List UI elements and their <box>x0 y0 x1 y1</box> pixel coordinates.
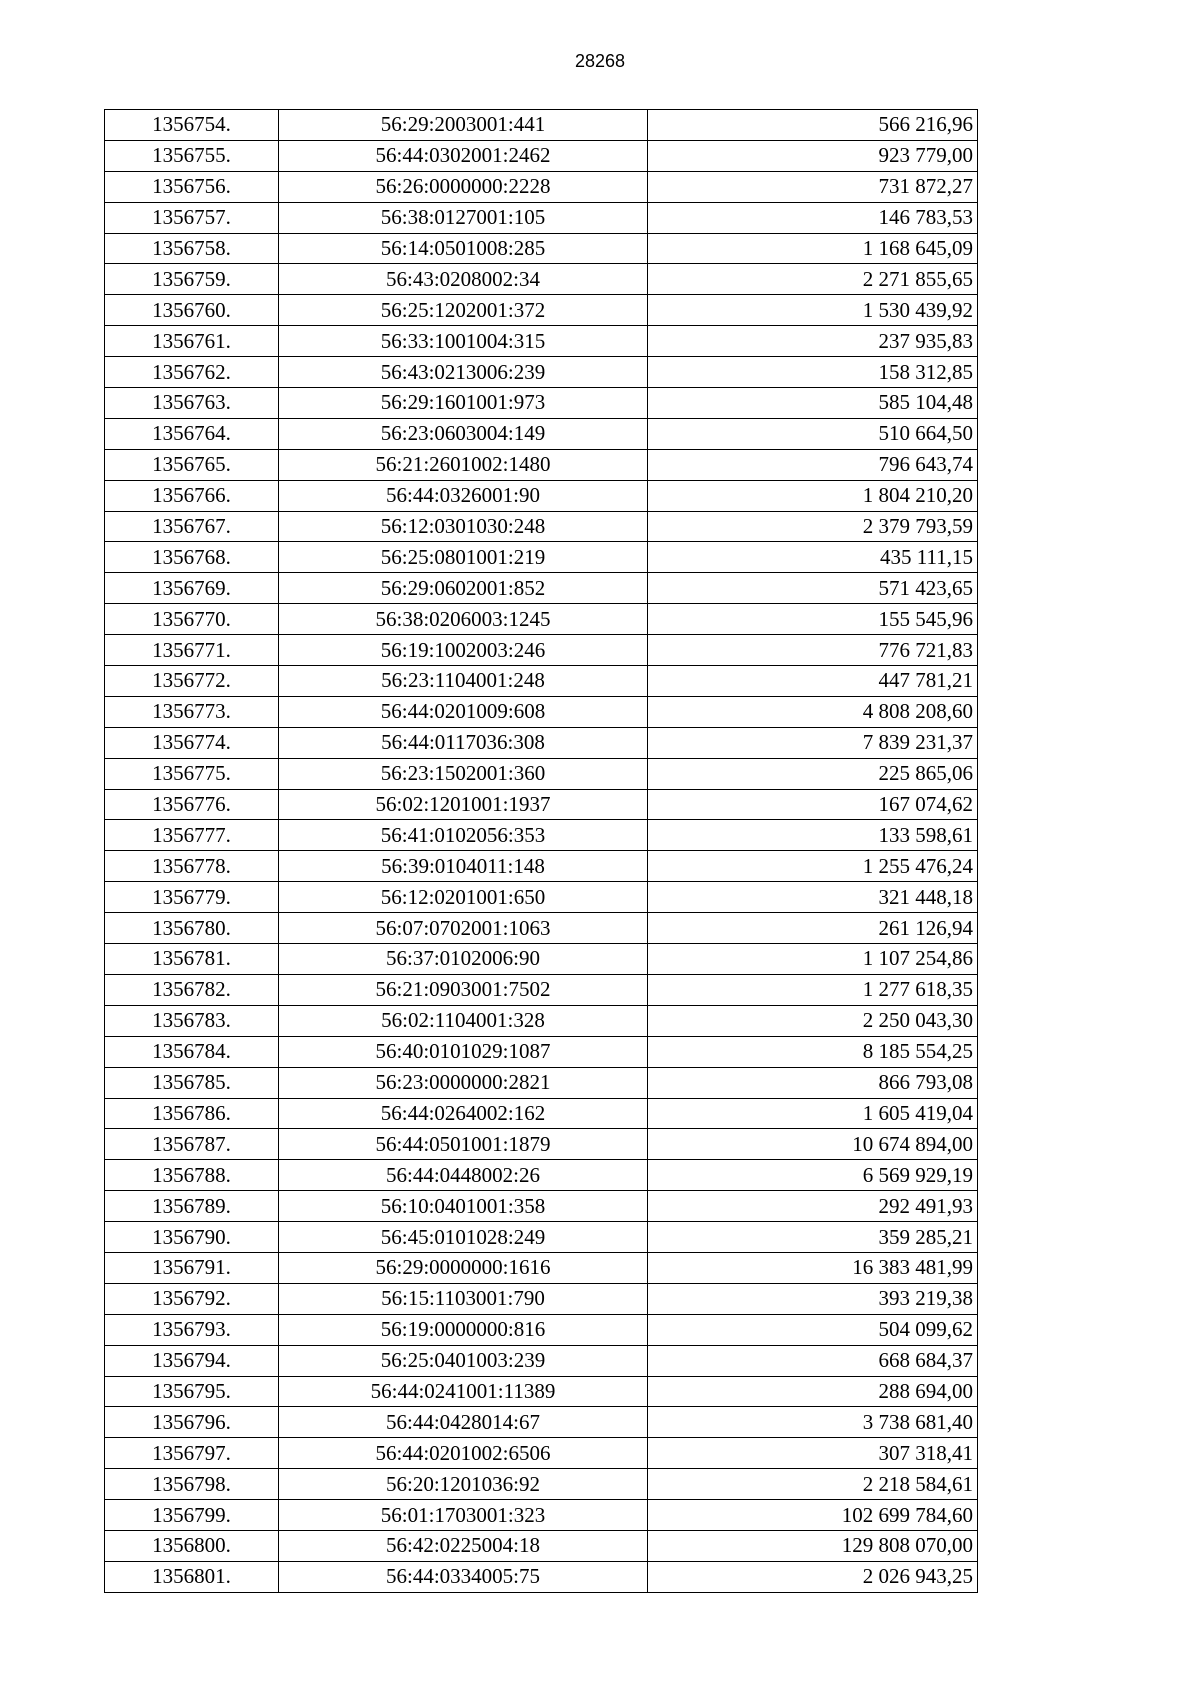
cadastral-value-cell: 133 598,61 <box>648 820 978 851</box>
row-number-cell: 1356787. <box>105 1129 279 1160</box>
cadastral-number-cell: 56:19:0000000:816 <box>279 1314 648 1345</box>
cadastral-number-cell: 56:39:0104011:148 <box>279 851 648 882</box>
table-row <box>105 727 978 758</box>
table-row <box>105 1438 978 1469</box>
cadastral-value-cell: 447 781,21 <box>648 666 978 697</box>
row-number-cell: 1356761. <box>105 326 279 357</box>
cadastral-number-cell: 56:14:0501008:285 <box>279 233 648 264</box>
row-number-cell: 1356798. <box>105 1469 279 1500</box>
cadastral-value-cell: 7 839 231,37 <box>648 727 978 758</box>
cadastral-number-cell: 56:44:0201002:6506 <box>279 1438 648 1469</box>
table-row <box>105 1191 978 1222</box>
row-number-cell: 1356755. <box>105 140 279 171</box>
cadastral-value-cell: 1 605 419,04 <box>648 1098 978 1129</box>
cadastral-value-cell: 2 250 043,30 <box>648 1005 978 1036</box>
table-row <box>105 140 978 171</box>
row-number-cell: 1356759. <box>105 264 279 295</box>
cadastral-number-cell: 56:23:0000000:2821 <box>279 1067 648 1098</box>
table-row <box>105 388 978 419</box>
row-number-cell: 1356768. <box>105 542 279 573</box>
table-row <box>105 1469 978 1500</box>
table-row <box>105 1561 978 1592</box>
cadastral-number-cell: 56:01:1703001:323 <box>279 1500 648 1531</box>
row-number-cell: 1356773. <box>105 696 279 727</box>
table-row <box>105 542 978 573</box>
table-row <box>105 758 978 789</box>
row-number-cell: 1356756. <box>105 171 279 202</box>
row-number-cell: 1356779. <box>105 882 279 913</box>
row-number-cell: 1356799. <box>105 1500 279 1531</box>
cadastral-value-table <box>104 109 978 1593</box>
cadastral-value-cell: 102 699 784,60 <box>648 1500 978 1531</box>
cadastral-value-cell: 1 530 439,92 <box>648 295 978 326</box>
table-row <box>105 264 978 295</box>
row-number-cell: 1356781. <box>105 944 279 975</box>
cadastral-number-cell: 56:41:0102056:353 <box>279 820 648 851</box>
table-row <box>105 882 978 913</box>
row-number-cell: 1356760. <box>105 295 279 326</box>
table-row <box>105 357 978 388</box>
cadastral-value-cell: 155 545,96 <box>648 604 978 635</box>
row-number-cell: 1356777. <box>105 820 279 851</box>
cadastral-number-cell: 56:12:0201001:650 <box>279 882 648 913</box>
table-row <box>105 1005 978 1036</box>
cadastral-value-cell: 8 185 554,25 <box>648 1036 978 1067</box>
row-number-cell: 1356782. <box>105 974 279 1005</box>
cadastral-value-cell: 321 448,18 <box>648 882 978 913</box>
row-number-cell: 1356774. <box>105 727 279 758</box>
cadastral-number-cell: 56:44:0448002:26 <box>279 1160 648 1191</box>
table-row <box>105 1283 978 1314</box>
table-row <box>105 666 978 697</box>
cadastral-number-cell: 56:38:0127001:105 <box>279 202 648 233</box>
cadastral-value-cell: 668 684,37 <box>648 1345 978 1376</box>
cadastral-number-cell: 56:33:1001004:315 <box>279 326 648 357</box>
row-number-cell: 1356792. <box>105 1283 279 1314</box>
table-row <box>105 820 978 851</box>
row-number-cell: 1356775. <box>105 758 279 789</box>
table-row <box>105 202 978 233</box>
cadastral-number-cell: 56:23:1502001:360 <box>279 758 648 789</box>
table-row <box>105 1252 978 1283</box>
cadastral-number-cell: 56:25:0401003:239 <box>279 1345 648 1376</box>
cadastral-number-cell: 56:42:0225004:18 <box>279 1530 648 1561</box>
row-number-cell: 1356780. <box>105 913 279 944</box>
table-row <box>105 295 978 326</box>
cadastral-value-cell: 585 104,48 <box>648 388 978 419</box>
cadastral-value-cell: 3 738 681,40 <box>648 1407 978 1438</box>
cadastral-number-cell: 56:44:0326001:90 <box>279 480 648 511</box>
cadastral-number-cell: 56:29:2003001:441 <box>279 110 648 141</box>
cadastral-number-cell: 56:43:0208002:34 <box>279 264 648 295</box>
row-number-cell: 1356795. <box>105 1376 279 1407</box>
table-row <box>105 944 978 975</box>
table-row <box>105 1160 978 1191</box>
cadastral-value-cell: 2 379 793,59 <box>648 511 978 542</box>
cadastral-value-cell: 16 383 481,99 <box>648 1252 978 1283</box>
cadastral-number-cell: 56:23:0603004:149 <box>279 418 648 449</box>
table-row <box>105 1036 978 1067</box>
cadastral-value-cell: 307 318,41 <box>648 1438 978 1469</box>
cadastral-value-cell: 504 099,62 <box>648 1314 978 1345</box>
cadastral-number-cell: 56:44:0264002:162 <box>279 1098 648 1129</box>
cadastral-number-cell: 56:25:1202001:372 <box>279 295 648 326</box>
cadastral-value-cell: 393 219,38 <box>648 1283 978 1314</box>
cadastral-value-cell: 129 808 070,00 <box>648 1530 978 1561</box>
cadastral-value-cell: 1 277 618,35 <box>648 974 978 1005</box>
cadastral-number-cell: 56:44:0201009:608 <box>279 696 648 727</box>
cadastral-number-cell: 56:44:0241001:11389 <box>279 1376 648 1407</box>
cadastral-value-cell: 2 026 943,25 <box>648 1561 978 1592</box>
cadastral-number-cell: 56:25:0801001:219 <box>279 542 648 573</box>
table-row <box>105 1500 978 1531</box>
cadastral-number-cell: 56:07:0702001:1063 <box>279 913 648 944</box>
cadastral-number-cell: 56:44:0334005:75 <box>279 1561 648 1592</box>
cadastral-number-cell: 56:10:0401001:358 <box>279 1191 648 1222</box>
cadastral-value-cell: 1 255 476,24 <box>648 851 978 882</box>
table-row <box>105 1314 978 1345</box>
table-row <box>105 604 978 635</box>
table-row <box>105 233 978 264</box>
row-number-cell: 1356764. <box>105 418 279 449</box>
row-number-cell: 1356783. <box>105 1005 279 1036</box>
row-number-cell: 1356757. <box>105 202 279 233</box>
row-number-cell: 1356788. <box>105 1160 279 1191</box>
cadastral-number-cell: 56:43:0213006:239 <box>279 357 648 388</box>
cadastral-value-cell: 6 569 929,19 <box>648 1160 978 1191</box>
cadastral-value-cell: 1 804 210,20 <box>648 480 978 511</box>
cadastral-number-cell: 56:20:1201036:92 <box>279 1469 648 1500</box>
row-number-cell: 1356785. <box>105 1067 279 1098</box>
cadastral-number-cell: 56:40:0101029:1087 <box>279 1036 648 1067</box>
row-number-cell: 1356776. <box>105 789 279 820</box>
cadastral-number-cell: 56:29:0602001:852 <box>279 573 648 604</box>
row-number-cell: 1356758. <box>105 233 279 264</box>
cadastral-number-cell: 56:23:1104001:248 <box>279 666 648 697</box>
cadastral-number-cell: 56:37:0102006:90 <box>279 944 648 975</box>
table-row <box>105 171 978 202</box>
table-row <box>105 418 978 449</box>
table-row <box>105 1222 978 1253</box>
cadastral-value-cell: 292 491,93 <box>648 1191 978 1222</box>
cadastral-number-cell: 56:44:0428014:67 <box>279 1407 648 1438</box>
page-number: 28268 <box>574 51 626 71</box>
table-body <box>105 110 978 1593</box>
cadastral-value-cell: 566 216,96 <box>648 110 978 141</box>
cadastral-value-cell: 510 664,50 <box>648 418 978 449</box>
cadastral-value-cell: 796 643,74 <box>648 449 978 480</box>
cadastral-value-cell: 146 783,53 <box>648 202 978 233</box>
table-row <box>105 511 978 542</box>
row-number-cell: 1356763. <box>105 388 279 419</box>
cadastral-value-cell: 776 721,83 <box>648 635 978 666</box>
cadastral-value-cell: 288 694,00 <box>648 1376 978 1407</box>
cadastral-number-cell: 56:21:0903001:7502 <box>279 974 648 1005</box>
cadastral-value-cell: 158 312,85 <box>648 357 978 388</box>
cadastral-value-cell: 225 865,06 <box>648 758 978 789</box>
table-row <box>105 913 978 944</box>
row-number-cell: 1356793. <box>105 1314 279 1345</box>
cadastral-value-cell: 261 126,94 <box>648 913 978 944</box>
table-row <box>105 449 978 480</box>
table-row <box>105 1067 978 1098</box>
cadastral-number-cell: 56:44:0501001:1879 <box>279 1129 648 1160</box>
cadastral-value-cell: 359 285,21 <box>648 1222 978 1253</box>
cadastral-value-cell: 866 793,08 <box>648 1067 978 1098</box>
cadastral-number-cell: 56:02:1201001:1937 <box>279 789 648 820</box>
cadastral-number-cell: 56:21:2601002:1480 <box>279 449 648 480</box>
cadastral-number-cell: 56:45:0101028:249 <box>279 1222 648 1253</box>
row-number-cell: 1356765. <box>105 449 279 480</box>
table-row <box>105 635 978 666</box>
cadastral-number-cell: 56:44:0117036:308 <box>279 727 648 758</box>
cadastral-value-cell: 923 779,00 <box>648 140 978 171</box>
cadastral-value-cell: 10 674 894,00 <box>648 1129 978 1160</box>
row-number-cell: 1356770. <box>105 604 279 635</box>
table-row <box>105 480 978 511</box>
row-number-cell: 1356762. <box>105 357 279 388</box>
row-number-cell: 1356801. <box>105 1561 279 1592</box>
cadastral-value-cell: 2 218 584,61 <box>648 1469 978 1500</box>
table-row <box>105 326 978 357</box>
table-row <box>105 1376 978 1407</box>
table-row <box>105 696 978 727</box>
row-number-cell: 1356796. <box>105 1407 279 1438</box>
table-row <box>105 851 978 882</box>
cadastral-value-cell: 571 423,65 <box>648 573 978 604</box>
cadastral-number-cell: 56:12:0301030:248 <box>279 511 648 542</box>
row-number-cell: 1356778. <box>105 851 279 882</box>
cadastral-value-cell: 731 872,27 <box>648 171 978 202</box>
cadastral-number-cell: 56:02:1104001:328 <box>279 1005 648 1036</box>
row-number-cell: 1356772. <box>105 666 279 697</box>
row-number-cell: 1356771. <box>105 635 279 666</box>
cadastral-number-cell: 56:38:0206003:1245 <box>279 604 648 635</box>
table-row <box>105 1098 978 1129</box>
table-row <box>105 1407 978 1438</box>
table-row <box>105 1530 978 1561</box>
cadastral-number-cell: 56:15:1103001:790 <box>279 1283 648 1314</box>
table-row <box>105 1129 978 1160</box>
row-number-cell: 1356769. <box>105 573 279 604</box>
table-row <box>105 974 978 1005</box>
cadastral-value-cell: 237 935,83 <box>648 326 978 357</box>
cadastral-number-cell: 56:29:1601001:973 <box>279 388 648 419</box>
row-number-cell: 1356767. <box>105 511 279 542</box>
cadastral-value-cell: 2 271 855,65 <box>648 264 978 295</box>
row-number-cell: 1356800. <box>105 1530 279 1561</box>
row-number-cell: 1356797. <box>105 1438 279 1469</box>
row-number-cell: 1356789. <box>105 1191 279 1222</box>
cadastral-number-cell: 56:19:1002003:246 <box>279 635 648 666</box>
cadastral-value-cell: 1 168 645,09 <box>648 233 978 264</box>
cadastral-number-cell: 56:29:0000000:1616 <box>279 1252 648 1283</box>
row-number-cell: 1356794. <box>105 1345 279 1376</box>
row-number-cell: 1356790. <box>105 1222 279 1253</box>
cadastral-value-cell: 435 111,15 <box>648 542 978 573</box>
row-number-cell: 1356786. <box>105 1098 279 1129</box>
cadastral-number-cell: 56:26:0000000:2228 <box>279 171 648 202</box>
row-number-cell: 1356754. <box>105 110 279 141</box>
row-number-cell: 1356766. <box>105 480 279 511</box>
cadastral-value-cell: 1 107 254,86 <box>648 944 978 975</box>
table-row <box>105 1345 978 1376</box>
table-row <box>105 789 978 820</box>
row-number-cell: 1356784. <box>105 1036 279 1067</box>
cadastral-value-cell: 4 808 208,60 <box>648 696 978 727</box>
table-row <box>105 573 978 604</box>
cadastral-value-cell: 167 074,62 <box>648 789 978 820</box>
cadastral-number-cell: 56:44:0302001:2462 <box>279 140 648 171</box>
table-row <box>105 110 978 141</box>
row-number-cell: 1356791. <box>105 1252 279 1283</box>
